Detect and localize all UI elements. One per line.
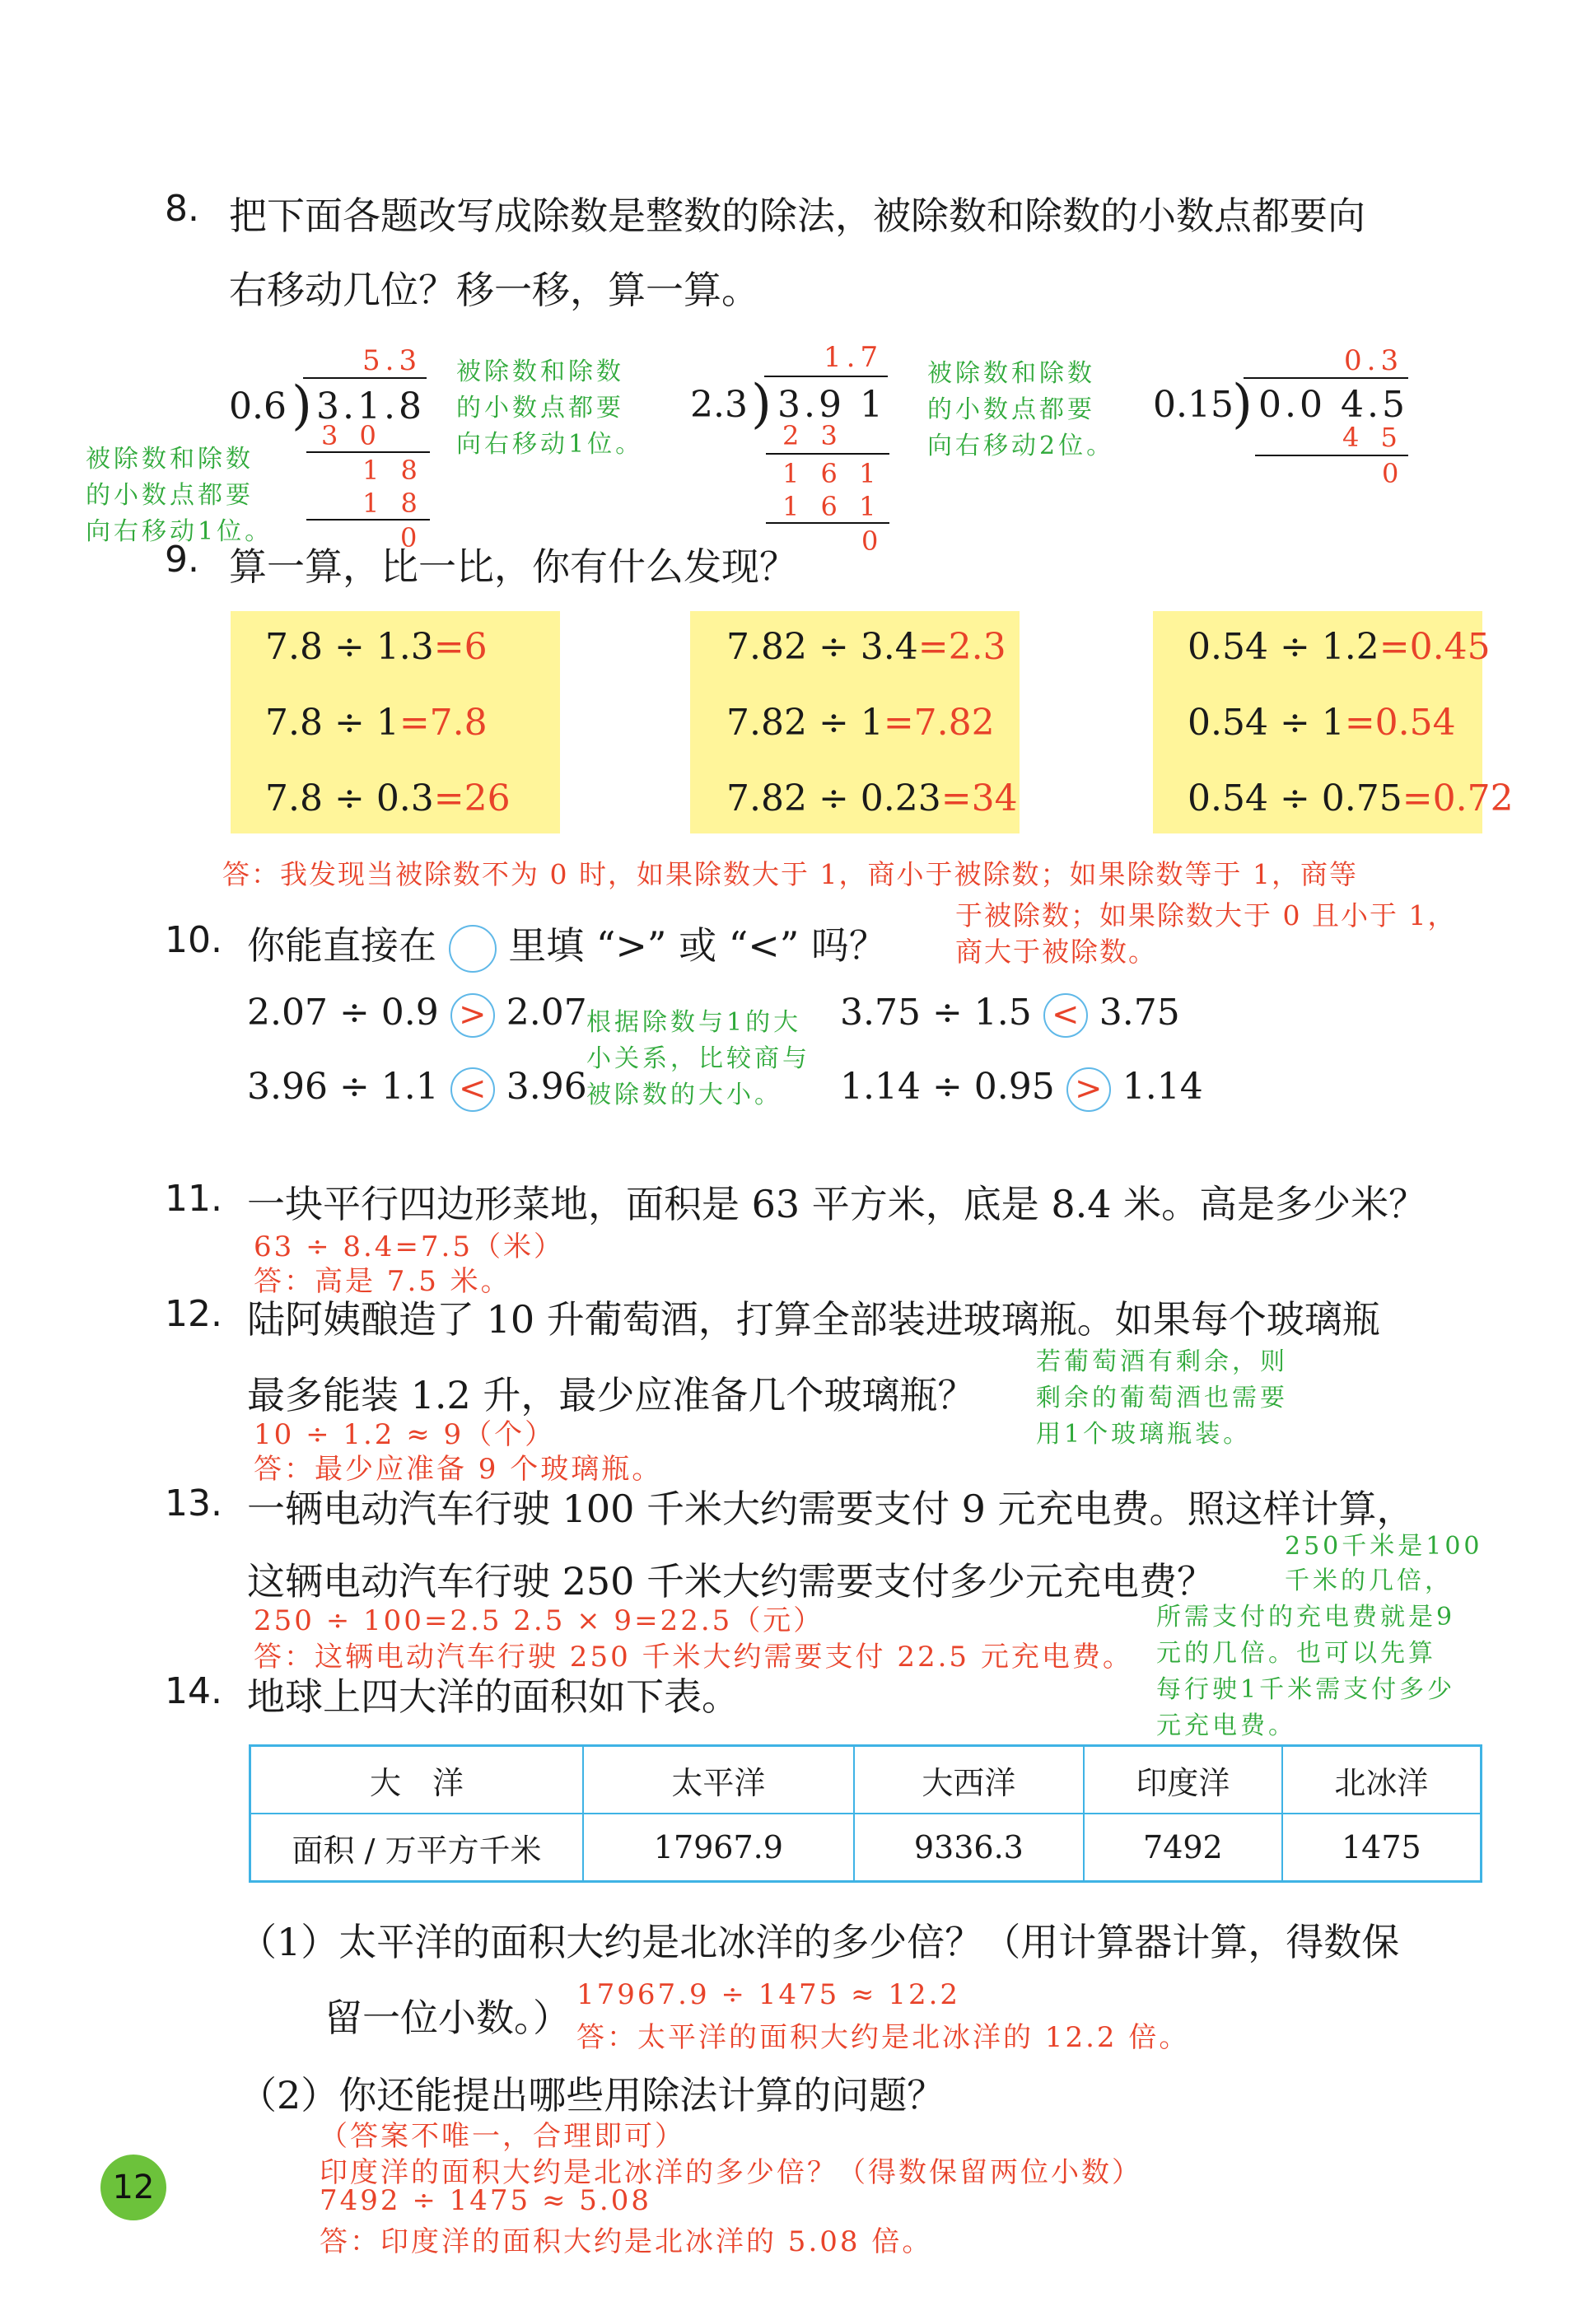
q9-eq-2-1: 7.82 ÷ 3.4=2.3	[726, 626, 1006, 668]
q10-item-1: 2.07 ÷ 0.9 > 2.07	[247, 992, 587, 1038]
table-header-cell: 大西洋	[854, 1746, 1084, 1814]
q10-item-3: 3.96 ÷ 1.1 < 3.96	[247, 1066, 587, 1112]
q12-note-line3: 用1个玻璃瓶装。	[1036, 1420, 1252, 1449]
table-header-cell: 印度洋	[1084, 1746, 1282, 1814]
q13-note-line3: 所需支付的充电费就是9	[1156, 1603, 1456, 1632]
q10-answer-circle-3: <	[450, 1067, 495, 1112]
q12-text-line2: 最多能装 1.2 升，最少应准备几个玻璃瓶？	[247, 1373, 976, 1417]
div2-rem2: 0	[861, 525, 879, 557]
q10-number: 10.	[165, 919, 222, 961]
q9-eq-3-2: 0.54 ÷ 1=0.54	[1188, 702, 1456, 744]
q14-number: 14.	[165, 1670, 222, 1712]
table-cell: 面积 / 万平方千米	[250, 1814, 584, 1882]
q14-part2-answer: 答：印度洋的面积大约是北冰洋的 5.08 倍。	[320, 2225, 933, 2258]
q12-note-line2: 剩余的葡萄酒也需要	[1036, 1384, 1288, 1412]
q9-eq-1-2: 7.8 ÷ 1=7.8	[265, 702, 488, 744]
table-header-cell: 北冰洋	[1282, 1746, 1482, 1814]
div1-note-line3: 向右移动1位。	[86, 517, 273, 546]
q12-calc: 10 ÷ 1.2 ≈ 9（个）	[254, 1418, 556, 1451]
q14-part1-answer: 答：太平洋的面积大约是北冰洋的 12.2 倍。	[576, 2021, 1190, 2054]
q14-part2-calc: 7492 ÷ 1475 ≈ 5.08	[320, 2184, 651, 2217]
q10-note-line3: 被除数的大小。	[586, 1081, 782, 1109]
div3-dividend: 0.0 4.5	[1258, 384, 1408, 426]
q13-number: 13.	[165, 1482, 222, 1524]
q13-answer: 答：这辆电动汽车行驶 250 千米大约需要支付 22.5 元充电费。	[254, 1641, 1133, 1674]
q10-note-line2: 小关系，比较商与	[586, 1044, 810, 1073]
q9-answer-line3: 商大于被除数。	[955, 936, 1157, 968]
q14-part2: （2）你还能提出哪些用除法计算的问题？	[239, 2073, 945, 2117]
div1-rem1: 1 8	[362, 455, 424, 486]
div3-note-line2: 的小数点都要	[927, 395, 1095, 424]
div2-note-line1: 被除数和除数	[456, 357, 624, 386]
table-cell: 17967.9	[583, 1814, 854, 1882]
div3-divisor: 0.15	[1153, 384, 1234, 426]
q9-eq-2-3: 7.82 ÷ 0.23=34	[726, 777, 1018, 819]
div1-step2: 1 8	[362, 488, 424, 519]
table-header-cell: 太平洋	[583, 1746, 854, 1814]
q11-number: 11.	[165, 1178, 222, 1220]
div2-dividend: 3.9 1	[777, 384, 886, 426]
blank-circle-icon	[449, 925, 497, 973]
div3-step1: 4 5	[1342, 422, 1404, 453]
q12-text-line1: 陆阿姨酿造了 10 升葡萄酒，打算全部装进玻璃瓶。如果每个玻璃瓶	[247, 1297, 1380, 1342]
q12-note-line1: 若葡萄酒有剩余，则	[1036, 1347, 1288, 1376]
div1-step1: 3 0	[321, 420, 383, 451]
q13-text-line1: 一辆电动汽车行驶 100 千米大约需要支付 9 元充电费。照这样计算，	[247, 1487, 1415, 1531]
q14-part2-question: 印度洋的面积大约是北冰洋的多少倍？（得数保留两位小数）	[320, 2156, 1142, 2189]
div2-note-line3: 向右移动1位。	[456, 430, 644, 459]
div3-rem1: 0	[1382, 458, 1399, 489]
div1-dividend: 3.1.8	[316, 385, 425, 427]
q9-text: 算一算，比一比，你有什么发现？	[229, 544, 797, 589]
div2-step2: 1 6 1	[782, 491, 883, 522]
table-cell: 1475	[1282, 1814, 1482, 1882]
q8-text-line1: 把下面各题改写成除数是整数的除法，被除数和除数的小数点都要向	[229, 194, 1365, 238]
q13-calc: 250 ÷ 100=2.5 2.5 × 9=22.5（元）	[254, 1604, 824, 1637]
q8-text-line2: 右移动几位？移一移，算一算。	[229, 268, 759, 312]
div2-divisor: 2.3	[690, 384, 748, 426]
q13-note-line5: 每行驶1千米需支付多少	[1156, 1675, 1456, 1704]
page-number-badge: 12	[100, 2155, 166, 2220]
div1-note-line2: 的小数点都要	[86, 481, 254, 510]
div2-note-line2: 的小数点都要	[456, 394, 624, 423]
div3-note-line3: 向右移动2位。	[927, 432, 1115, 460]
div1-note-line1: 被除数和除数	[86, 445, 254, 474]
q14-part1-line1: （1）太平洋的面积大约是北冰洋的多少倍？（用计算器计算，得数保	[239, 1920, 1400, 1964]
q13-text-line2: 这辆电动汽车行驶 250 千米大约需要支付多少元充电费？	[247, 1559, 1216, 1604]
div1-rem2: 0	[400, 522, 418, 553]
q9-eq-3-1: 0.54 ÷ 1.2=0.45	[1188, 626, 1491, 668]
q8-number: 8.	[165, 188, 199, 230]
div1-quotient: 5.3	[362, 344, 422, 377]
q13-note-line6: 元充电费。	[1156, 1711, 1296, 1740]
q11-text: 一块平行四边形菜地，面积是 63 平方米，底是 8.4 米。高是多少米？	[247, 1182, 1427, 1226]
q11-calc: 63 ÷ 8.4=7.5（米）	[254, 1230, 564, 1263]
q14-text: 地球上四大洋的面积如下表。	[247, 1674, 740, 1719]
div2-quotient: 1.7	[824, 341, 884, 374]
table-header-row	[250, 1746, 1482, 1814]
q10-note-line1: 根据除数与1的大	[586, 1008, 802, 1037]
q10-text: 你能直接在 里填 “>” 或 “<” 吗？	[247, 916, 887, 973]
q9-eq-2-2: 7.82 ÷ 1=7.82	[726, 702, 995, 744]
q10-item-2: 3.75 ÷ 1.5 < 3.75	[840, 992, 1180, 1038]
div1-divisor: 0.6	[229, 385, 287, 427]
q9-answer-line2: 于被除数；如果除数大于 0 且小于 1，	[955, 899, 1457, 931]
ocean-area-table	[249, 1744, 1482, 1883]
q14-part1-calc: 17967.9 ÷ 1475 ≈ 12.2	[576, 1978, 961, 2011]
table-cell: 7492	[1084, 1814, 1282, 1882]
q10-item-4: 1.14 ÷ 0.95 > 1.14	[840, 1066, 1203, 1112]
q13-note-line1: 250千米是100	[1285, 1532, 1483, 1561]
q12-answer: 答：最少应准备 9 个玻璃瓶。	[254, 1453, 663, 1486]
q9-eq-3-3: 0.54 ÷ 0.75=0.72	[1188, 777, 1514, 819]
q11-answer: 答：高是 7.5 米。	[254, 1265, 511, 1298]
q12-number: 12.	[165, 1293, 222, 1335]
q9-eq-1-1: 7.8 ÷ 1.3=6	[265, 626, 488, 668]
q14-part1-line2: 留一位小数。）	[324, 1996, 571, 2040]
q13-note-line2: 千米的几倍，	[1285, 1566, 1453, 1595]
table-header-cell: 大 洋	[250, 1746, 584, 1814]
div2-rem1: 1 6 1	[782, 458, 883, 489]
q9-number: 9.	[165, 539, 199, 581]
q10-answer-circle-2: <	[1043, 993, 1088, 1038]
q9-eq-1-3: 7.8 ÷ 0.3=26	[265, 777, 511, 819]
q10-answer-circle-4: >	[1066, 1067, 1111, 1112]
q10-answer-circle-1: >	[450, 993, 495, 1038]
q13-note-line4: 元的几倍。也可以先算	[1156, 1639, 1436, 1668]
q14-part2-note: （答案不唯一，合理即可）	[320, 2120, 685, 2153]
table-row	[250, 1814, 1482, 1882]
div2-step1: 2 3	[782, 420, 844, 451]
q9-answer-line1: 答：我发现当被除数不为 0 时，如果除数大于 1，商小于被除数；如果除数等于 1，商等	[222, 858, 1358, 890]
div3-note-line1: 被除数和除数	[927, 359, 1095, 388]
div3-quotient: 0.3	[1344, 344, 1404, 377]
table-cell: 9336.3	[854, 1814, 1084, 1882]
